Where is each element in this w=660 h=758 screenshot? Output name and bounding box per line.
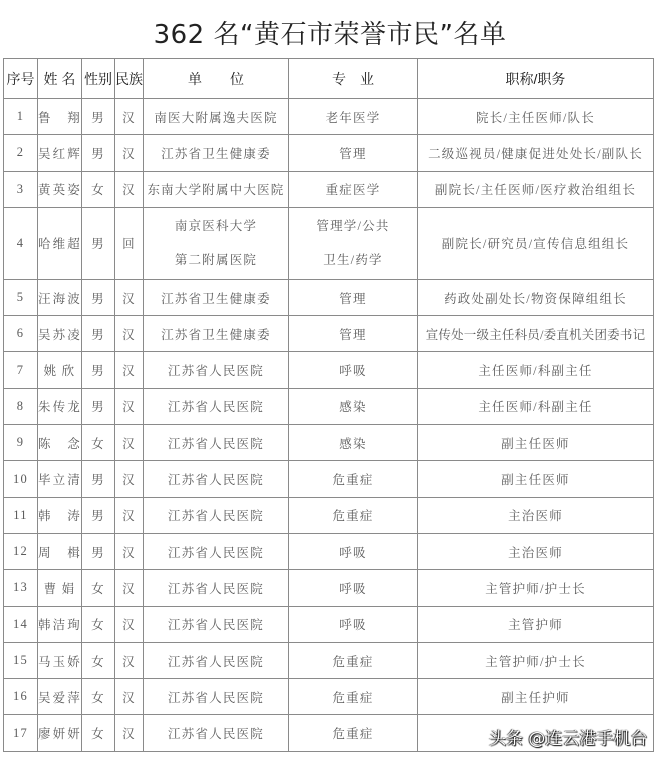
cell-ethnicity: 汉 [115,570,144,606]
cell-gender: 男 [82,533,115,569]
cell-unit: 江苏省人民医院 [144,570,289,606]
cell-no: 14 [4,606,38,642]
cell-title: 院长/主任医师/队长 [418,99,654,135]
table-row [4,533,654,569]
cell-title: 副主任医师 [418,425,654,461]
cell-no: 9 [4,425,38,461]
cell-ethnicity: 汉 [115,316,144,352]
cell-title: 副院长/主任医师/医疗救治组组长 [418,171,654,207]
cell-specialty [289,207,418,279]
cell-name: 吴爱萍 [38,679,82,715]
cell-name: 吴红辉 [38,135,82,171]
cell-gender: 女 [82,570,115,606]
cell-unit: 江苏省人民医院 [144,388,289,424]
cell-title: 主管护师/护士长 [418,570,654,606]
cell-gender: 女 [82,642,115,678]
cell-name: 韩 涛 [38,497,82,533]
cell-specialty: 危重症 [289,642,418,678]
cell-title: 副院长/研究员/宣传信息组组长 [418,207,654,279]
table-row [4,606,654,642]
cell-specialty-line: 管理学/公共 [316,219,390,234]
cell-specialty: 老年医学 [289,99,418,135]
cell-ethnicity: 汉 [115,171,144,207]
cell-name: 马玉娇 [38,642,82,678]
cell-name: 朱传龙 [38,388,82,424]
cell-ethnicity: 汉 [115,679,144,715]
cell-no: 2 [4,135,38,171]
cell-specialty: 管理 [289,279,418,315]
cell-title: 主治医师 [418,497,654,533]
cell-gender: 女 [82,606,115,642]
cell-name: 鲁 翔 [38,99,82,135]
cell-ethnicity: 汉 [115,642,144,678]
cell-gender: 男 [82,388,115,424]
cell-no: 5 [4,279,38,315]
cell-unit: 江苏省卫生健康委 [144,135,289,171]
cell-specialty: 危重症 [289,497,418,533]
cell-ethnicity: 汉 [115,425,144,461]
table-row [4,171,654,207]
cell-no: 13 [4,570,38,606]
cell-unit: 江苏省卫生健康委 [144,316,289,352]
cell-gender: 女 [82,425,115,461]
cell-unit: 江苏省人民医院 [144,679,289,715]
cell-no: 7 [4,352,38,388]
cell-ethnicity: 汉 [115,715,144,751]
table-row [4,207,654,279]
cell-unit: 江苏省人民医院 [144,606,289,642]
cell-gender: 男 [82,279,115,315]
cell-title: 主任医师/科副主任 [418,388,654,424]
cell-no: 11 [4,497,38,533]
cell-no: 17 [4,715,38,751]
cell-specialty: 感染 [289,388,418,424]
cell-title: 副主任医师 [418,461,654,497]
cell-ethnicity: 汉 [115,279,144,315]
cell-specialty: 呼吸 [289,606,418,642]
cell-no: 4 [4,207,38,279]
cell-gender: 男 [82,316,115,352]
cell-specialty: 管理 [289,316,418,352]
cell-ethnicity: 汉 [115,497,144,533]
table-row [4,461,654,497]
cell-unit: 江苏省人民医院 [144,533,289,569]
cell-no: 12 [4,533,38,569]
header-no: 序号 [4,59,38,99]
cell-name: 黄英姿 [38,171,82,207]
cell-specialty-line: 卫生/药学 [323,253,383,268]
cell-specialty: 管理 [289,135,418,171]
cell-title: 药政处副处长/物资保障组组长 [418,279,654,315]
cell-title: 主任医师/科副主任 [418,352,654,388]
cell-unit [144,207,289,279]
table-row [4,425,654,461]
cell-no: 1 [4,99,38,135]
cell-name: 吴苏凌 [38,316,82,352]
table-row [4,497,654,533]
cell-unit: 江苏省人民医院 [144,425,289,461]
cell-name: 姚 欣 [38,352,82,388]
table-row [4,279,654,315]
table-row [4,352,654,388]
table-header-row [4,59,654,99]
cell-name: 周 楫 [38,533,82,569]
cell-gender: 男 [82,207,115,279]
cell-name: 曹 娟 [38,570,82,606]
table-row [4,679,654,715]
cell-ethnicity: 汉 [115,352,144,388]
cell-title: 二级巡视员/健康促进处处长/副队长 [418,135,654,171]
cell-title: 主管护师/护士长 [418,642,654,678]
cell-gender: 男 [82,352,115,388]
cell-specialty: 呼吸 [289,352,418,388]
cell-unit: 江苏省人民医院 [144,461,289,497]
cell-title: 副主任护师 [418,679,654,715]
cell-name: 汪海波 [38,279,82,315]
cell-gender: 男 [82,99,115,135]
header-ethnicity: 民族 [115,59,144,99]
cell-ethnicity: 汉 [115,606,144,642]
cell-gender: 男 [82,461,115,497]
cell-no: 16 [4,679,38,715]
cell-ethnicity: 汉 [115,533,144,569]
cell-no: 10 [4,461,38,497]
cell-unit: 江苏省人民医院 [144,715,289,751]
cell-no: 15 [4,642,38,678]
table-row [4,388,654,424]
cell-unit: 江苏省人民医院 [144,642,289,678]
cell-unit: 江苏省卫生健康委 [144,279,289,315]
cell-specialty: 感染 [289,425,418,461]
cell-ethnicity: 回 [115,207,144,279]
cell-specialty: 呼吸 [289,533,418,569]
cell-specialty: 危重症 [289,461,418,497]
table-row [4,642,654,678]
cell-no: 6 [4,316,38,352]
cell-name: 哈维超 [38,207,82,279]
cell-ethnicity: 汉 [115,99,144,135]
honorary-citizens-table [3,58,654,752]
cell-unit: 江苏省人民医院 [144,352,289,388]
header-title: 职称/职务 [418,59,654,99]
cell-title: 主治医师 [418,533,654,569]
cell-name: 韩洁珣 [38,606,82,642]
cell-unit-line: 南京医科大学 [174,219,258,234]
source-watermark: 头条 @连云港手机台 [489,729,648,749]
cell-gender: 女 [82,715,115,751]
header-gender: 性别 [82,59,115,99]
cell-no: 3 [4,171,38,207]
cell-ethnicity: 汉 [115,388,144,424]
cell-no: 8 [4,388,38,424]
header-unit: 单 位 [144,59,289,99]
cell-unit: 江苏省人民医院 [144,497,289,533]
cell-gender: 男 [82,497,115,533]
cell-name: 毕立清 [38,461,82,497]
header-name: 姓 名 [38,59,82,99]
table-row [4,570,654,606]
cell-name: 陈 念 [38,425,82,461]
cell-unit-line: 第二附属医院 [174,253,258,268]
cell-specialty: 危重症 [289,715,418,751]
cell-unit: 东南大学附属中大医院 [144,171,289,207]
table-row [4,99,654,135]
cell-gender: 男 [82,135,115,171]
cell-name: 廖妍妍 [38,715,82,751]
cell-specialty: 呼吸 [289,570,418,606]
cell-gender: 女 [82,171,115,207]
document-title: 362 名“黄石市荣誉市民”名单 [153,20,507,50]
cell-specialty: 重症医学 [289,171,418,207]
table-row [4,135,654,171]
cell-unit: 南医大附属逸夫医院 [144,99,289,135]
header-specialty: 专 业 [289,59,418,99]
cell-ethnicity: 汉 [115,135,144,171]
table-row [4,316,654,352]
cell-ethnicity: 汉 [115,461,144,497]
cell-title: 主管护师 [418,606,654,642]
cell-specialty: 危重症 [289,679,418,715]
cell-gender: 女 [82,679,115,715]
cell-title: 宣传处一级主任科员/委直机关团委书记 [418,316,654,352]
